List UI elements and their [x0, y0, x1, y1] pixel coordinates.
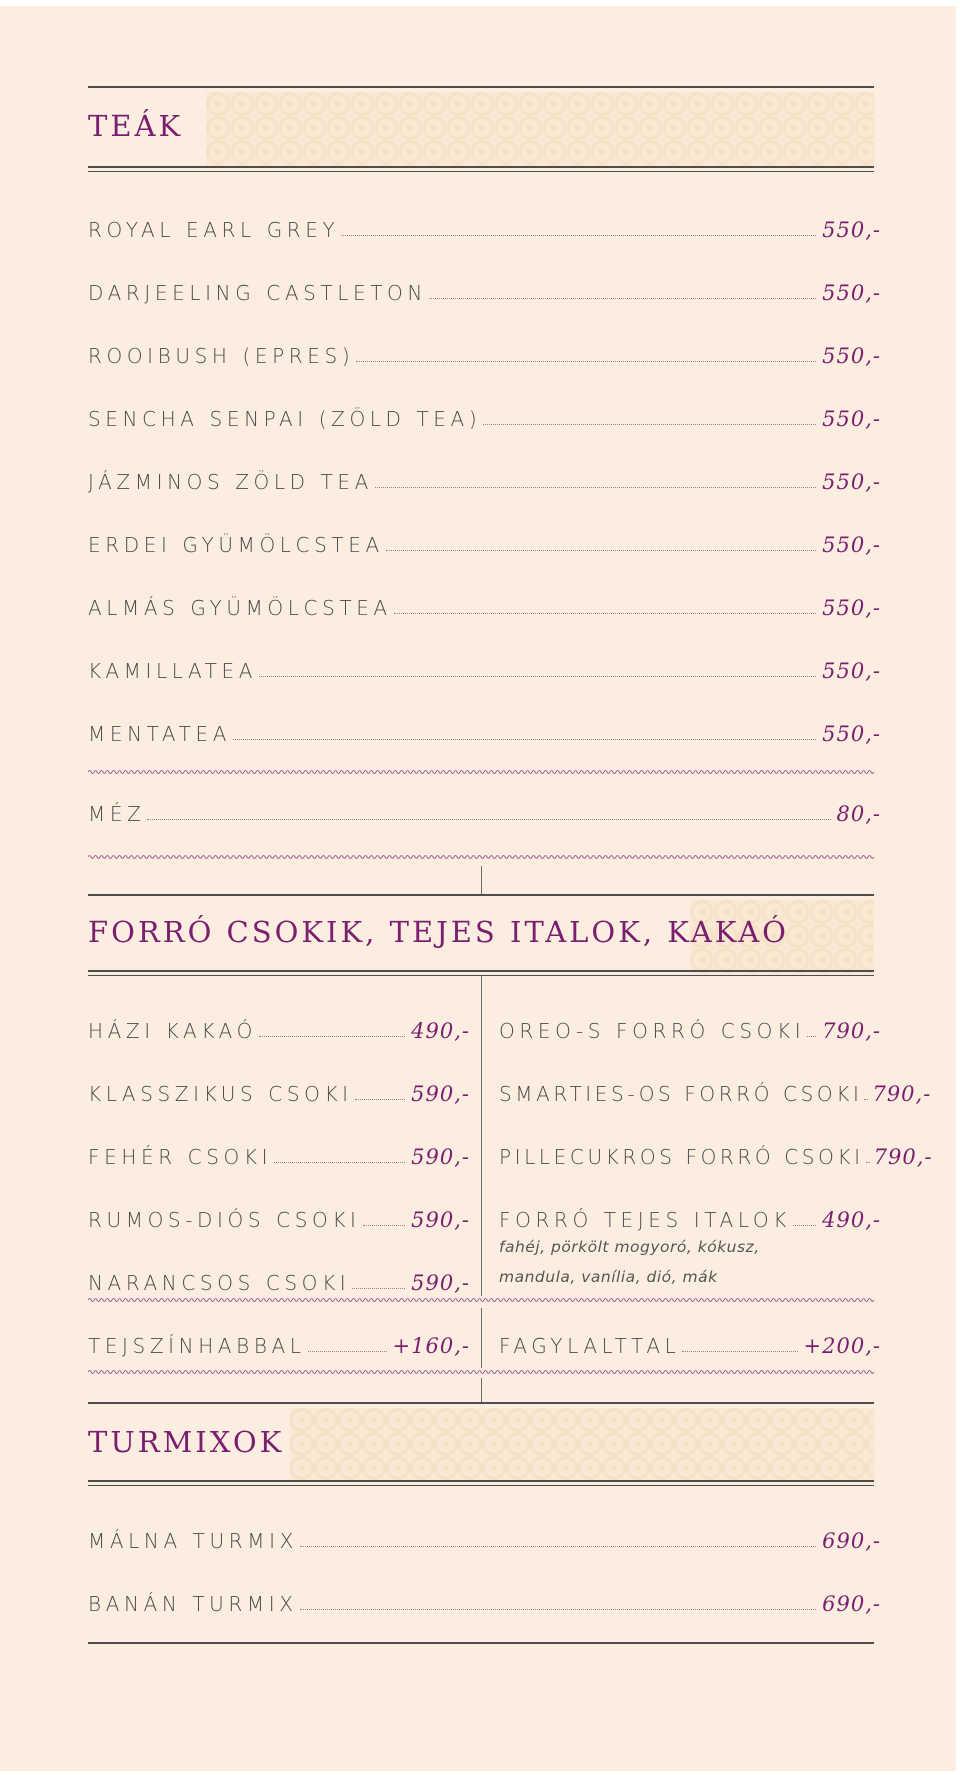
menu-item: [88, 714, 881, 746]
section-rule: [88, 894, 874, 896]
item-name: RUMOS-DIÓS CSOKI: [88, 1208, 361, 1232]
menu-item: [88, 399, 881, 431]
dot-leader: [300, 1609, 817, 1610]
menu-item: [88, 651, 881, 683]
menu-item: [88, 525, 881, 557]
dot-leader: [259, 676, 816, 677]
item-price: 550,-: [822, 407, 881, 431]
item-name: BANÁN TURMIX: [88, 1592, 298, 1616]
item-price: 590,-: [411, 1271, 470, 1295]
item-name: SENCHA SENPAI (ZÖLD TEA): [88, 407, 482, 431]
dot-leader: [356, 361, 816, 362]
item-price: 690,-: [822, 1529, 881, 1553]
item-price: 80,-: [836, 802, 881, 826]
menu-item: [88, 462, 881, 494]
item-name: PILLECUKROS FORRÓ CSOKI: [499, 1145, 864, 1169]
column-divider: [481, 1308, 482, 1368]
menu-item-extra: [88, 794, 881, 826]
item-price: 550,-: [822, 722, 881, 746]
dot-leader: [308, 1351, 387, 1352]
dot-leader: [341, 235, 816, 236]
item-name: NARANCSOS CSOKI: [88, 1271, 351, 1295]
item-name: FORRÓ TEJES ITALOK: [499, 1208, 791, 1232]
dot-leader: [866, 1162, 870, 1163]
item-price: 790,-: [872, 1082, 932, 1106]
column-divider: [481, 976, 482, 1296]
dot-leader: [386, 550, 816, 551]
column-divider-bottom: [481, 1378, 482, 1402]
item-name: SMARTIES-OS FORRÓ CSOKI: [499, 1082, 863, 1106]
title-double-rule-2: [88, 171, 874, 172]
item-name: MÁLNA TURMIX: [88, 1529, 298, 1553]
item-price: +200,-: [803, 1334, 881, 1358]
item-price: 550,-: [822, 659, 881, 683]
dot-leader: [429, 298, 816, 299]
item-name: JÁZMINOS ZÖLD TEA: [88, 470, 373, 494]
wave-divider: [88, 853, 874, 861]
item-name: MENTATEA: [88, 722, 231, 746]
item-price: 490,-: [822, 1208, 881, 1232]
dot-leader: [864, 1099, 868, 1100]
column-divider-top: [481, 866, 482, 894]
menu-item: [88, 273, 881, 305]
top-rule: [88, 86, 874, 88]
title-double-rule-1: [88, 970, 874, 972]
dot-leader: [233, 739, 816, 740]
section-rule: [88, 1402, 874, 1404]
menu-item: [88, 1200, 470, 1232]
item-price: 550,-: [822, 533, 881, 557]
bottom-rule: [88, 1642, 874, 1644]
wave-divider: [88, 1368, 874, 1376]
item-name: ERDEI GYÜMÖLCSTEA: [88, 533, 384, 557]
wave-divider: [88, 1296, 874, 1304]
item-name: MÉZ: [88, 802, 146, 826]
item-name: ROOIBUSH (EPRES): [88, 344, 355, 368]
item-price: 550,-: [822, 596, 881, 620]
menu-item: [88, 336, 881, 368]
item-name: ROYAL EARL GREY: [88, 218, 340, 242]
item-name: KAMILLATEA: [88, 659, 258, 683]
menu-item: [499, 1137, 933, 1169]
header-pattern: [206, 92, 874, 166]
menu-item: [88, 1137, 470, 1169]
menu-item: [88, 1011, 470, 1043]
item-name: FEHÉR CSOKI: [88, 1145, 273, 1169]
menu-page: [0, 6, 956, 1771]
item-price: 790,-: [822, 1019, 881, 1043]
item-price: 590,-: [411, 1145, 470, 1169]
item-price: 590,-: [411, 1208, 470, 1232]
item-price: 550,-: [822, 218, 881, 242]
menu-item: [88, 1074, 470, 1106]
menu-item: [88, 1263, 470, 1295]
dot-leader: [807, 1036, 816, 1037]
item-name: OREO-S FORRÓ CSOKI: [499, 1019, 806, 1043]
dot-leader: [394, 613, 816, 614]
menu-item: [499, 1200, 881, 1232]
item-description: fahéj, pörkölt mogyoró, kókusz,: [499, 1238, 760, 1256]
item-name: DARJEELING CASTLETON: [88, 281, 427, 305]
item-name: ALMÁS GYÜMÖLCSTEA: [88, 596, 392, 620]
item-price: 490,-: [411, 1019, 470, 1043]
dot-leader: [363, 1225, 406, 1226]
item-price: +160,-: [392, 1334, 470, 1358]
dot-leader: [483, 424, 816, 425]
item-name: HÁZI KAKAÓ: [88, 1019, 257, 1043]
item-name: FAGYLALTTAL: [499, 1334, 681, 1358]
dot-leader: [682, 1351, 797, 1352]
dot-leader: [793, 1225, 816, 1226]
dot-leader: [300, 1546, 816, 1547]
item-price: 550,-: [822, 344, 881, 368]
wave-divider: [88, 768, 874, 776]
dot-leader: [352, 1288, 405, 1289]
item-price: 590,-: [411, 1082, 470, 1106]
title-double-rule-1: [88, 166, 874, 168]
menu-item: [88, 1521, 881, 1553]
header-pattern: [290, 1408, 874, 1482]
dot-leader: [375, 487, 816, 488]
section-title-turmix: TURMIXOK: [88, 1425, 285, 1459]
menu-item: [88, 210, 881, 242]
dot-leader: [355, 1099, 405, 1100]
item-price: 550,-: [822, 281, 881, 305]
item-price: 790,-: [873, 1145, 933, 1169]
item-description: mandula, vanília, dió, mák: [499, 1268, 718, 1286]
title-double-rule-2: [88, 1485, 874, 1486]
dot-leader: [259, 1036, 405, 1037]
section-title-forro: FORRÓ CSOKIK, TEJES ITALOK, KAKAÓ: [88, 915, 789, 949]
dot-leader: [274, 1162, 405, 1163]
item-price: 690,-: [822, 1592, 881, 1616]
menu-item: [499, 1011, 881, 1043]
menu-item: [88, 1584, 881, 1616]
menu-item-extra: [499, 1326, 881, 1358]
menu-item: [499, 1074, 932, 1106]
menu-item-extra: [88, 1326, 470, 1358]
title-double-rule-1: [88, 1480, 874, 1482]
item-name: TEJSZÍNHABBAL: [88, 1334, 306, 1358]
item-price: 550,-: [822, 470, 881, 494]
section-title-teak: TEÁK: [88, 109, 184, 143]
dot-leader: [147, 819, 830, 820]
menu-item: [88, 588, 881, 620]
item-name: KLASSZIKUS CSOKI: [88, 1082, 353, 1106]
